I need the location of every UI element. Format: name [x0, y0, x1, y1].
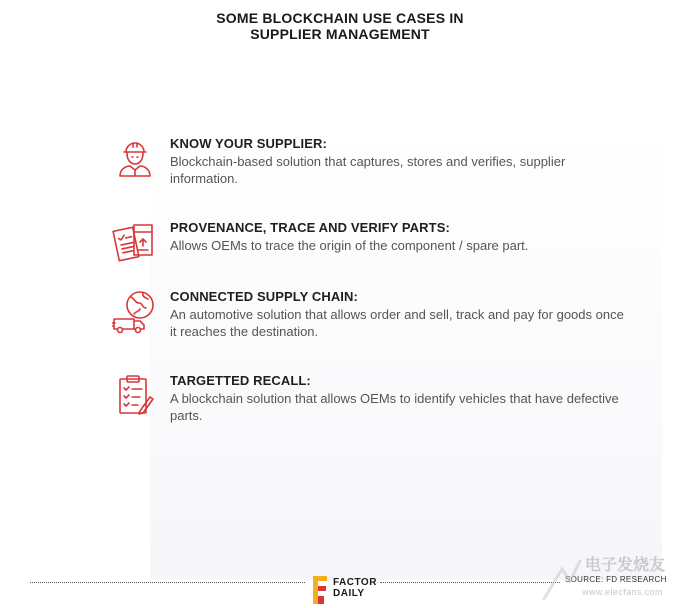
use-case-description: A blockchain solution that allows OEMs to identify vehicles that have defective parts.: [170, 391, 619, 423]
use-case-description: Allows OEMs to trace the origin of the component / spare part.: [170, 238, 529, 253]
globe-truck-icon: [112, 289, 158, 335]
use-case-heading: CONNECTED SUPPLY CHAIN:: [170, 289, 358, 304]
watermark-text: 电子发烧友: [585, 557, 666, 574]
use-case-heading: PROVENANCE, TRACE AND VERIFY PARTS:: [170, 220, 450, 235]
page-title-line-2: SUPPLIER MANAGEMENT: [250, 26, 430, 42]
factor-daily-logo-mark: [313, 574, 329, 606]
factor-daily-logo: [313, 574, 383, 608]
checklist-pencil-icon: [112, 373, 158, 419]
footer-divider-right: [380, 582, 560, 583]
footer-divider-left: [30, 582, 305, 583]
watermark-url: www.elecfans.com: [582, 587, 663, 597]
page-title: [0, 10, 680, 42]
page-title-line-1: SOME BLOCKCHAIN USE CASES IN: [216, 10, 464, 26]
logo-text-line-1: FACTOR: [333, 577, 377, 588]
use-case-description: An automotive solution that allows order and sell, track and pay for goods once it reaches the destination.: [170, 307, 624, 339]
supplier-person-icon: [112, 136, 158, 182]
content-panel-background: [150, 122, 662, 580]
use-case-heading: TARGETTED RECALL:: [170, 373, 311, 388]
logo-text-line-2: DAILY: [333, 588, 365, 599]
use-case-heading: KNOW YOUR SUPPLIER:: [170, 136, 327, 151]
use-case-description: Blockchain-based solution that captures, stores and verifies, supplier information.: [170, 154, 566, 186]
clipboard-box-icon: [112, 220, 158, 266]
source-caption: SOURCE: FD RESEARCH: [565, 575, 667, 584]
